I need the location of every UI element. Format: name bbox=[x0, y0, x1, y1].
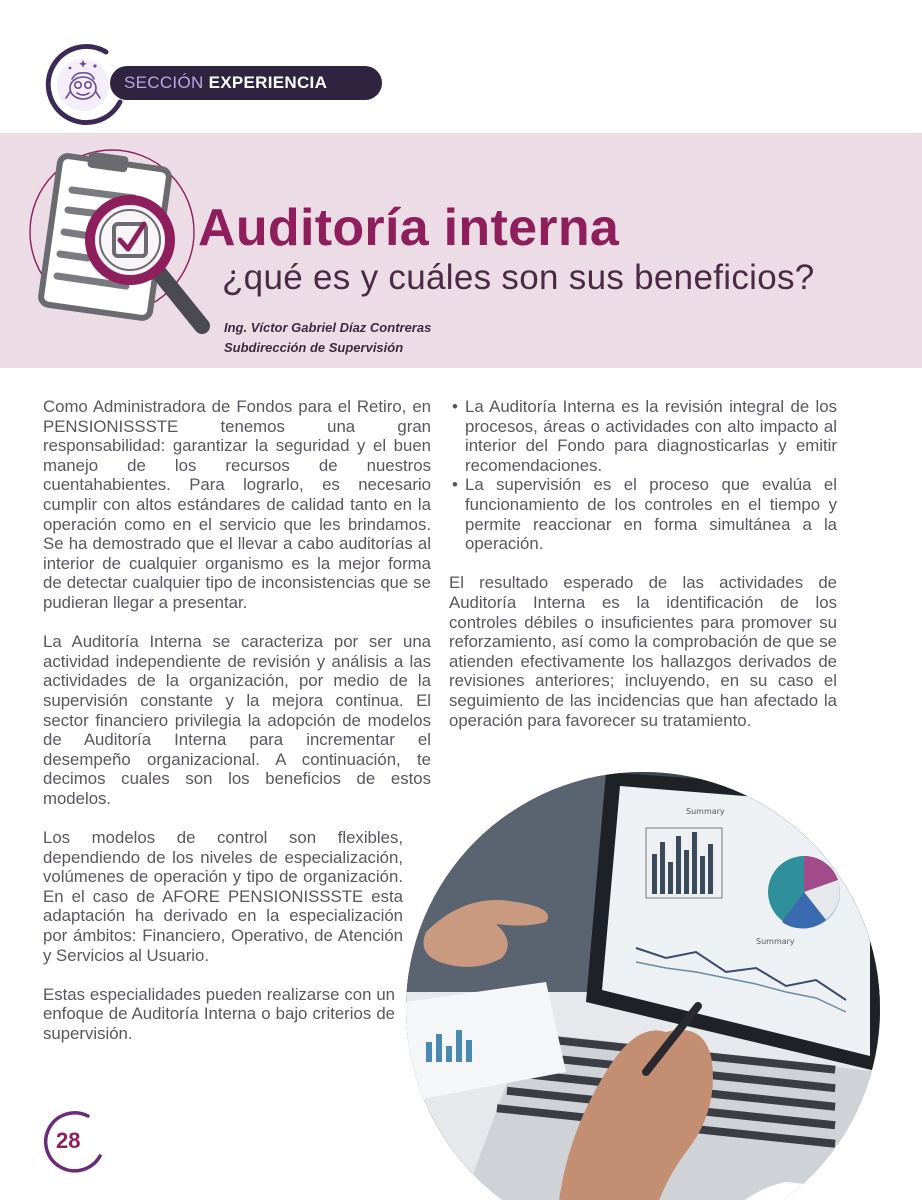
audit-hero-icon bbox=[22, 148, 222, 348]
author-block bbox=[224, 318, 431, 358]
article-subtitle: ¿qué es y cuáles son sus beneficios? bbox=[222, 258, 815, 297]
page-number: 28 bbox=[56, 1128, 81, 1153]
laptop-photo bbox=[406, 772, 880, 1200]
body-paragraph: Los modelos de control son flexibles, dependiendo de los niveles de especialización, volúmenes de operación y tipo de organización. En el caso de AFORE PENSIONISSSTE esta adaptación ha derivado en la especialización por ámbitos: Financiero, Operativo, de Atención y Servicios al Usuario. bbox=[43, 828, 403, 965]
bullet-item: • La supervisión es el proceso que evalúa el funcionamiento de los controles en el tiempo y permite reaccionar en forma simultánea a la operación. bbox=[449, 475, 837, 553]
article-title: Auditoría interna bbox=[198, 199, 620, 257]
section-label-light: SECCIÓN bbox=[124, 73, 204, 92]
body-paragraph: Como Administradora de Fondos para el Retiro, en PENSIONISSSTE tenemos una gran responsabilidad: garantizar la seguridad y el buen manejo de los recursos de nuestros cuentahabientes. Para lograrlo, es necesario cumplir con altos estándares de calidad tanto en la operación como en el servicio que les brindamos. Se ha demostrado que el llevar a cabo auditorías al interior de cualquier organismo es la mejor forma de detectar cualquier tipo de inconsistencias que se pudieran llegar a presentar. bbox=[43, 397, 431, 612]
section-label-bold: EXPERIENCIA bbox=[208, 73, 328, 92]
screen-title-bottom: Summary bbox=[756, 937, 795, 946]
body-column-left bbox=[43, 397, 431, 1063]
section-header bbox=[40, 42, 350, 128]
body-column-right bbox=[449, 397, 837, 750]
author-department: Subdirección de Supervisión bbox=[224, 340, 404, 355]
laptop-photo-illustration bbox=[406, 772, 880, 1200]
bullet-list bbox=[449, 397, 837, 554]
screen-title-top: Summary bbox=[686, 807, 725, 816]
author-name: Ing. Víctor Gabriel Díaz Contreras bbox=[224, 320, 432, 335]
section-label bbox=[124, 73, 327, 93]
bullet-item: • La Auditoría Interna es la revisión integral de los procesos, áreas o actividades con alto impacto al interior del Fondo para diagnosticarlas y emitir recomendaciones. bbox=[449, 397, 837, 475]
body-paragraph: La Auditoría Interna se caracteriza por ser una actividad independiente de revisión y análisis a las actividades de la organización, por medio de la supervisión constante y la mejora continua. El sector financiero privilegia la adopción de modelos de Auditoría Interna para incrementar el desempeño organizacional. A continuación, te decimos cuales son los beneficios de estos modelos. bbox=[43, 632, 431, 808]
body-paragraph: El resultado esperado de las actividades de Auditoría Interna es la identificación de los controles débiles o insuficientes para promover su reforzamiento, así como la comprobación de que se atienden efectivamente los hallazgos derivados de revisiones anteriores; incluyendo, en su caso el seguimiento de las incidencias que han afectado la operación para favorecer su tratamiento. bbox=[449, 573, 837, 730]
body-paragraph: Estas especialidades pueden realizarse con un enfoque de Auditoría Interna o bajo criterios de supervisión. bbox=[43, 984, 395, 1043]
pie-chart-graphic bbox=[768, 856, 840, 929]
